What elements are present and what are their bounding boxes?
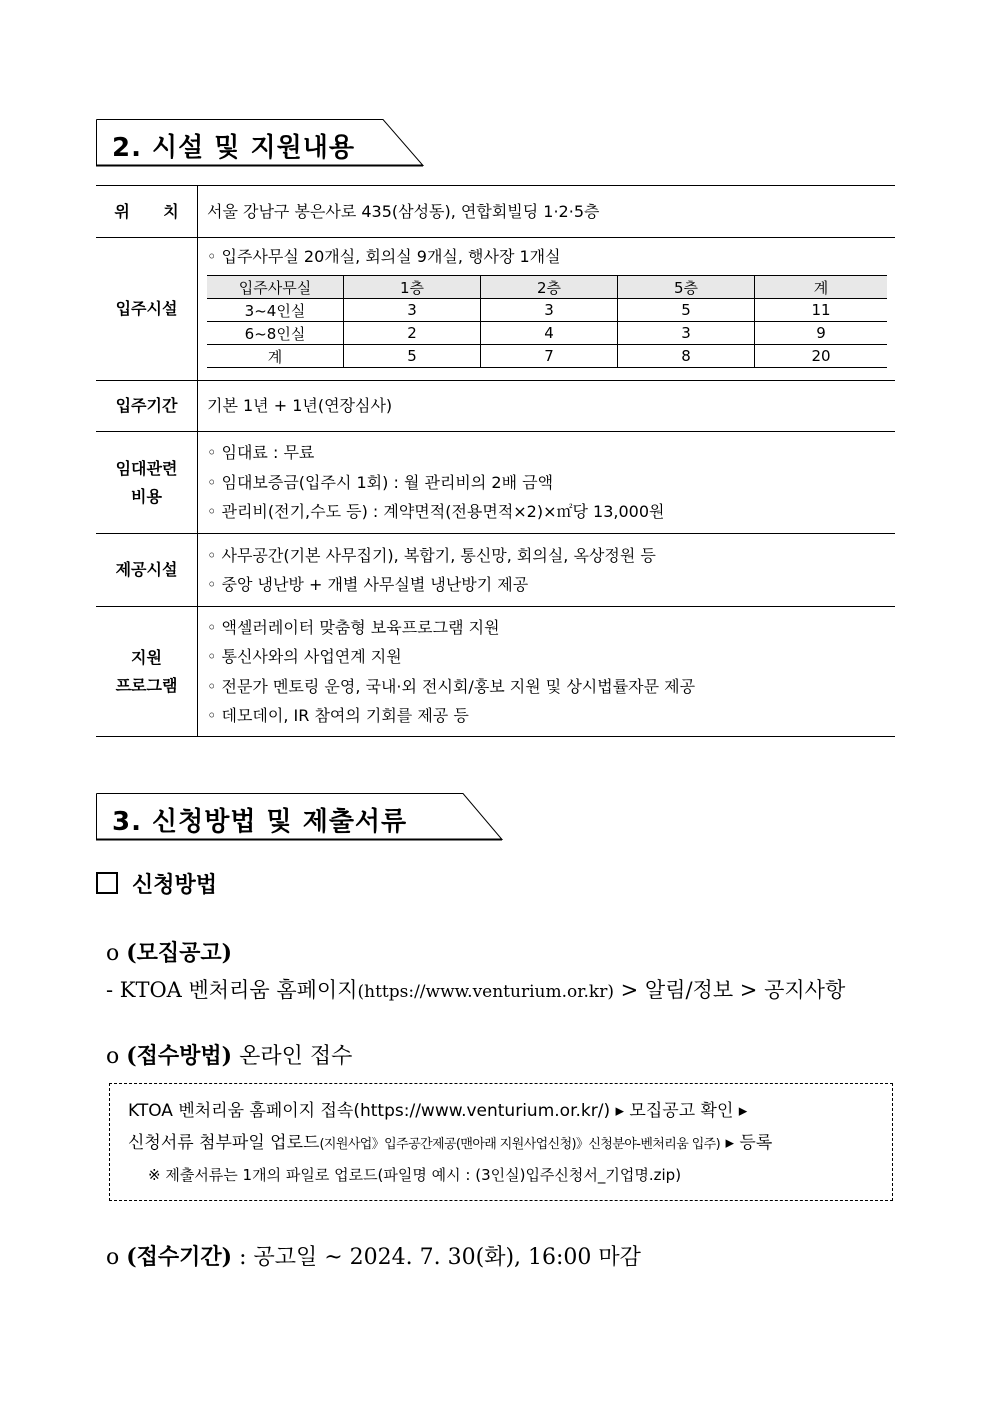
provided-value bbox=[198, 534, 896, 607]
col-header: 계 bbox=[755, 276, 888, 299]
facility-summary: ◦ 입주사무실 20개실, 회의실 9개실, 행사장 1개실 bbox=[207, 246, 561, 266]
cell: 8 bbox=[618, 345, 755, 368]
location-label: 위 치 bbox=[96, 186, 198, 238]
list-item: ◦ 관리비(전기,수도 등) : 계약면적(전용면적×2)×㎡당 13,000원 bbox=[207, 502, 665, 522]
room-count-table bbox=[207, 275, 887, 368]
table-row bbox=[207, 322, 887, 345]
application-method-heading: 신청방법 bbox=[96, 868, 217, 899]
cell: 5 bbox=[344, 345, 481, 368]
facility-label: 입주시설 bbox=[96, 238, 198, 381]
col-header: 입주사무실 bbox=[207, 276, 344, 299]
col-header: 2층 bbox=[481, 276, 618, 299]
steps-line-2: 신청서류 첨부파일 업로드(지원사업》입주공간제공(맨아래 지원사업신청)》신청분야-벤처리움 입주) ▸ 등록 bbox=[128, 1133, 773, 1153]
cost-label: 임대관련 비용 bbox=[96, 432, 198, 534]
program-value bbox=[198, 607, 896, 737]
room-table-header bbox=[207, 276, 887, 299]
cell: 2 bbox=[344, 322, 481, 345]
cell: 11 bbox=[755, 299, 888, 322]
cell: 3 bbox=[344, 299, 481, 322]
list-item: ◦ 중앙 냉난방 + 개별 사무실별 냉난방기 제공 bbox=[207, 575, 529, 594]
period-label: 입주기간 bbox=[96, 381, 198, 432]
recruit-detail: - KTOA 벤처리움 홈페이지(https://www.venturium.or.kr) > 알림/정보 > 공지사항 bbox=[106, 978, 846, 1002]
checkbox-square-icon bbox=[96, 872, 118, 894]
cell: 9 bbox=[755, 322, 888, 345]
location-value: 서울 강남구 봉은사로 435(삼성동), 연합회빌딩 1·2·5층 bbox=[198, 186, 896, 238]
facility-info-table bbox=[96, 185, 895, 737]
cell: 3 bbox=[481, 299, 618, 322]
row-program bbox=[96, 607, 895, 737]
list-item: ◦ 전문가 멘토링 운영, 국내·외 전시회/홍보 지원 및 상시법률자문 제공 bbox=[207, 676, 696, 696]
cell: 계 bbox=[207, 345, 344, 368]
cell: 5 bbox=[618, 299, 755, 322]
row-facility bbox=[96, 238, 895, 381]
cell: 3~4인실 bbox=[207, 299, 344, 322]
section-3-title: 3. 신청방법 및 제출서류 bbox=[112, 807, 408, 837]
list-item: ◦ 임대료 : 무료 bbox=[207, 443, 315, 463]
list-item: ◦ 임대보증금(입주시 1회) : 월 관리비의 2배 금액 bbox=[207, 472, 554, 492]
table-row bbox=[207, 345, 887, 368]
cell: 4 bbox=[481, 322, 618, 345]
deadline-line: o (접수기간) : 공고일 ~ 2024. 7. 30(화), 16:00 마감 bbox=[106, 1244, 641, 1270]
section-2-title: 2. 시설 및 지원내용 bbox=[112, 133, 355, 163]
table-row bbox=[207, 299, 887, 322]
provided-label: 제공시설 bbox=[96, 534, 198, 607]
list-item: ◦ 액셀러레이터 맞춤형 보육프로그램 지원 bbox=[207, 617, 500, 637]
row-period bbox=[96, 381, 895, 432]
recruit-heading: o (모집공고) bbox=[106, 940, 233, 966]
list-item: ◦ 데모데이, IR 참여의 기회를 제공 등 bbox=[207, 706, 469, 725]
facility-value bbox=[198, 238, 896, 381]
application-steps-box bbox=[109, 1083, 893, 1201]
cell: 20 bbox=[755, 345, 888, 368]
section-2-heading bbox=[96, 119, 426, 165]
col-header: 5층 bbox=[618, 276, 755, 299]
row-cost bbox=[96, 432, 895, 534]
cell: 7 bbox=[481, 345, 618, 368]
col-header: 1층 bbox=[344, 276, 481, 299]
list-item: ◦ 사무공간(기본 사무집기), 복합기, 통신망, 회의실, 옥상정원 등 bbox=[207, 545, 656, 565]
row-location bbox=[96, 186, 895, 238]
method-heading: o (접수방법) 온라인 접수 bbox=[106, 1043, 353, 1069]
cell: 3 bbox=[618, 322, 755, 345]
program-label: 지원 프로그램 bbox=[96, 607, 198, 737]
cost-value bbox=[198, 432, 896, 534]
file-upload-note: ※ 제출서류는 1개의 파일로 업로드(파일명 예시 : (3인실)입주신청서_기업명.zip) bbox=[148, 1166, 682, 1184]
cell: 6~8인실 bbox=[207, 322, 344, 345]
steps-line-1: KTOA 벤처리움 홈페이지 접속(https://www.venturium.or.kr/) ▸ 모집공고 확인 ▸ bbox=[128, 1101, 748, 1121]
list-item: ◦ 통신사와의 사업연계 지원 bbox=[207, 647, 402, 666]
period-value: 기본 1년 + 1년(연장심사) bbox=[198, 381, 896, 432]
section-3-heading bbox=[96, 793, 506, 839]
row-provided bbox=[96, 534, 895, 607]
